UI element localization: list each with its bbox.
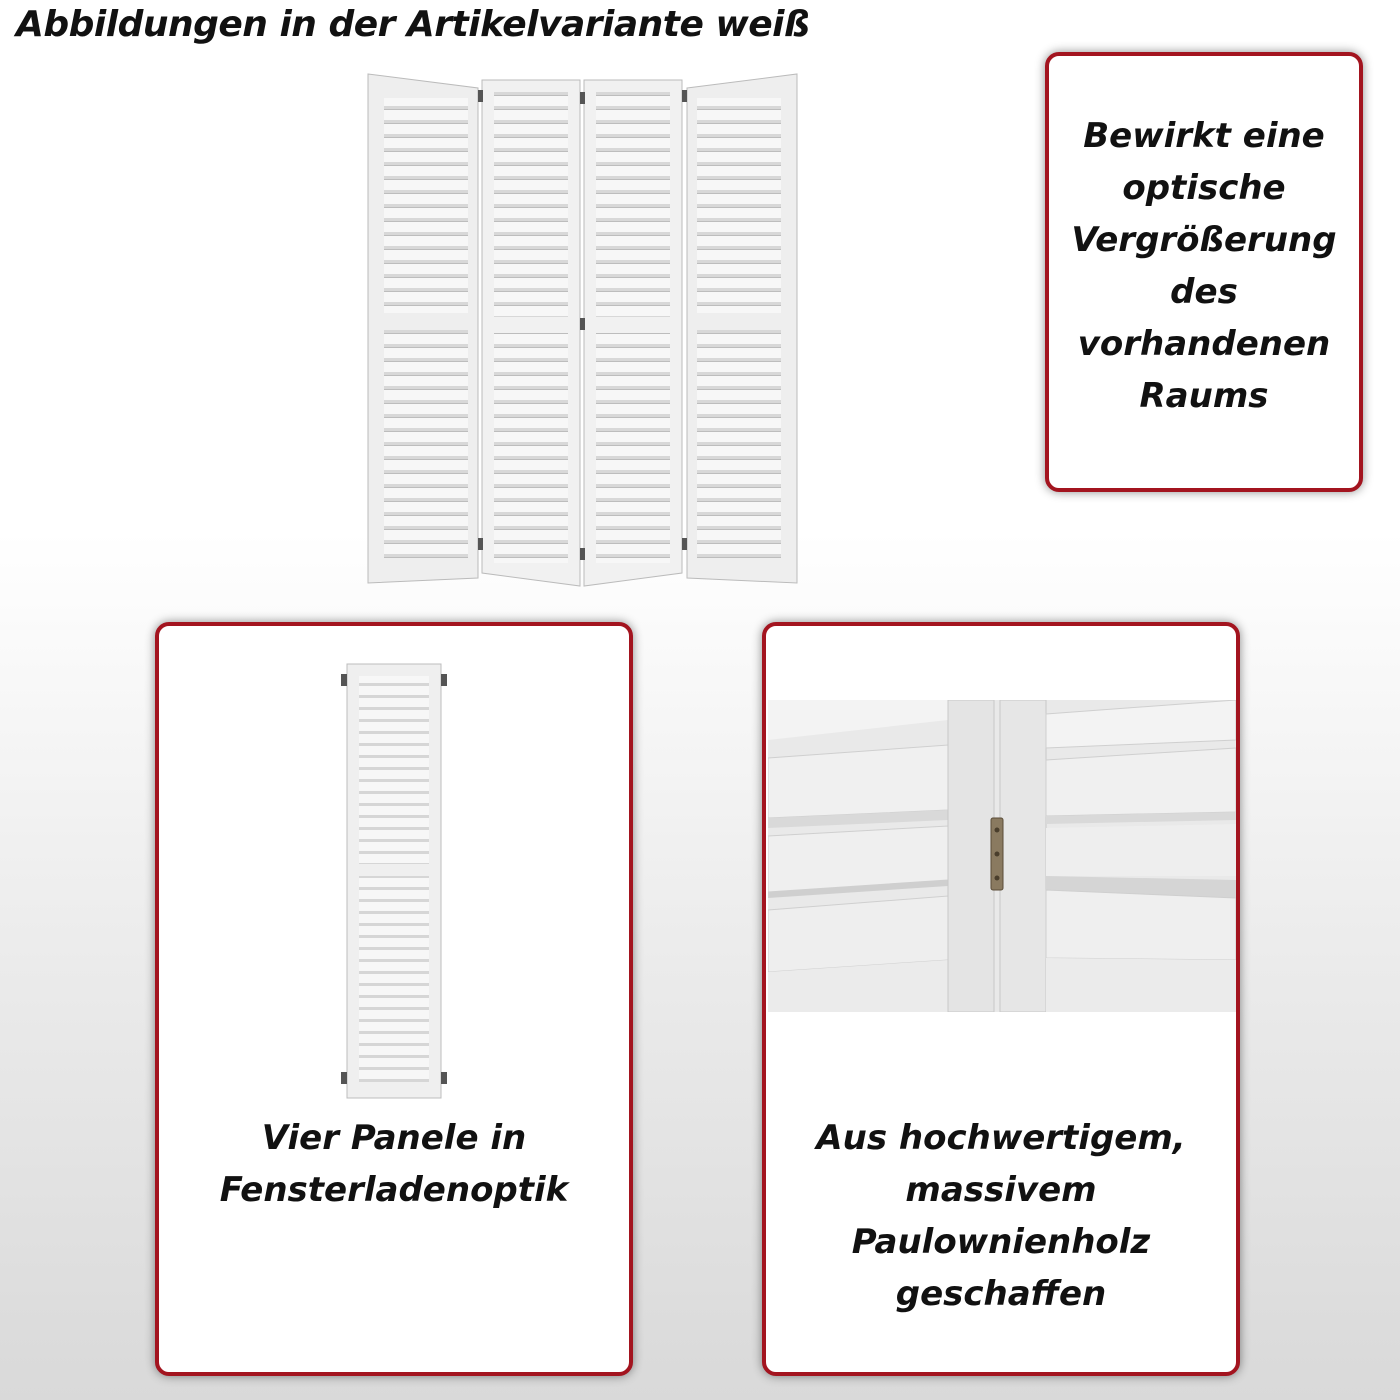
feature-card-material bbox=[762, 622, 1240, 1376]
feature-card-panels bbox=[155, 622, 633, 1376]
feature-text-panels: Vier Panele in Fensterladenoptik bbox=[219, 1118, 569, 1210]
single-panel-image bbox=[339, 662, 449, 1102]
hinge-detail-image bbox=[768, 700, 1236, 1012]
page-title: Abbildungen in der Artikelvariante weiß bbox=[16, 4, 810, 45]
feature-text-space: Bewirkt eine optische Vergrößerung des vorhandenen Raums bbox=[1071, 116, 1337, 416]
feature-card-space bbox=[1045, 52, 1363, 492]
room-divider-image bbox=[360, 68, 805, 593]
feature-text-material: Aus hochwertigem, massivem Paulownienholz geschaffen bbox=[816, 1118, 1186, 1314]
